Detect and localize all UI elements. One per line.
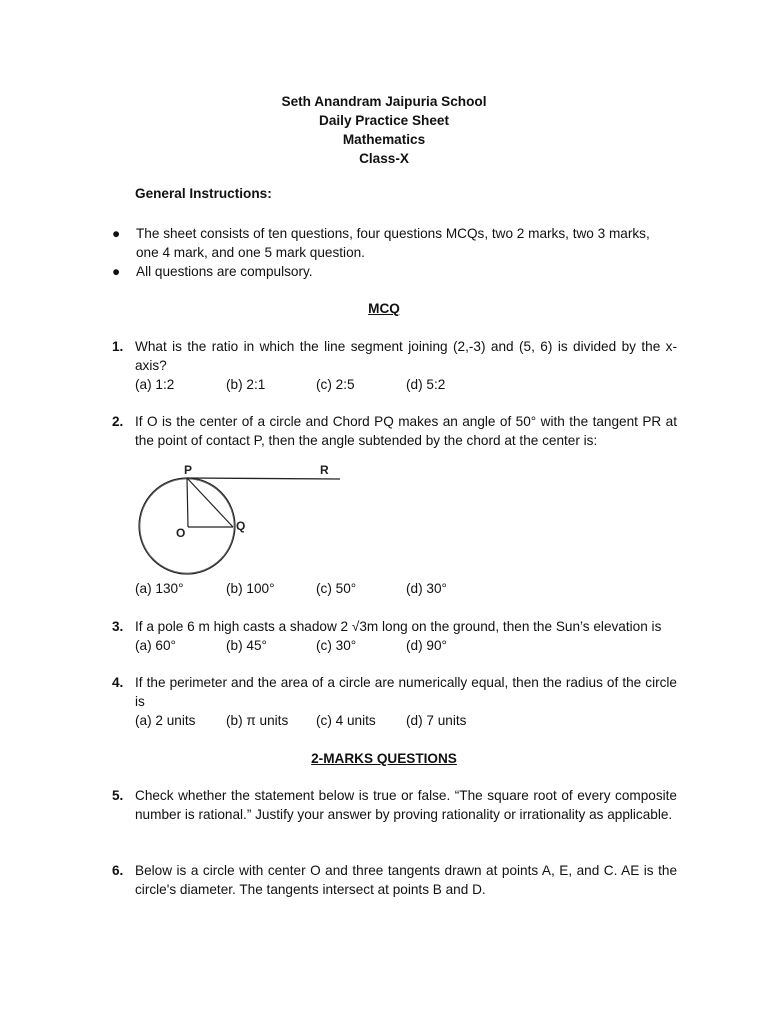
instructions-heading: General Instructions: — [135, 186, 272, 201]
question-number: 3. — [112, 619, 124, 634]
label-o: O — [176, 526, 186, 540]
label-q: Q — [236, 519, 246, 533]
option-b: (b) π units — [226, 713, 289, 728]
question-4 — [112, 673, 677, 730]
instruction-item — [112, 224, 660, 262]
question-number: 1. — [112, 339, 124, 354]
option-b: (b) 100° — [226, 581, 275, 596]
bullet-icon: ● — [112, 264, 121, 279]
option-d: (d) 90° — [406, 638, 447, 653]
option-a: (a) 130° — [135, 581, 184, 596]
option-c: (c) 2:5 — [316, 377, 355, 392]
subject-title: Mathematics — [342, 132, 426, 147]
question-number: 5. — [112, 788, 124, 803]
options-row — [135, 375, 677, 394]
instruction-text: All questions are compulsory. — [136, 264, 313, 279]
options-row — [135, 579, 677, 598]
options-row — [135, 711, 677, 730]
school-name: Seth Anandram Jaipuria School — [281, 94, 487, 109]
option-a: (a) 1:2 — [135, 377, 175, 392]
question-5 — [112, 786, 677, 824]
bullet-icon: ● — [112, 226, 121, 241]
question-number: 4. — [112, 675, 124, 690]
section-heading-2-marks: 2-MARKS QUESTIONS — [311, 751, 457, 766]
radius-op-line — [187, 478, 188, 527]
question-1 — [112, 337, 677, 394]
option-c: (c) 30° — [316, 638, 357, 653]
option-b: (b) 45° — [226, 638, 267, 653]
sheet-title: Daily Practice Sheet — [319, 113, 449, 128]
label-p: P — [184, 463, 193, 477]
question-number: 2. — [112, 414, 124, 429]
option-d: (d) 7 units — [406, 713, 467, 728]
option-c: (c) 4 units — [316, 713, 376, 728]
instruction-item — [112, 262, 660, 281]
question-text: If the perimeter and the area of a circle are numerically equal, then the radius of the circle is — [135, 675, 677, 709]
tangent-pr-line — [187, 478, 340, 479]
question-text: If a pole 6 m high casts a shadow 2 √3m long on the ground, then the Sun’s elevation is — [135, 619, 662, 634]
class-title: Class-X — [359, 151, 409, 166]
question-text: Check whether the statement below is true or false. “The square root of every composite number is rational.” Justify your answer by proving rationality or irrationality as applicable. — [135, 788, 677, 822]
circle-tangent-figure — [132, 456, 352, 581]
option-d: (d) 5:2 — [406, 377, 446, 392]
question-2 — [112, 412, 677, 450]
instruction-text: The sheet consists of ten questions, four questions MCQs, two 2 marks, two 3 marks, one 4 mark, and one 5 mark question. — [136, 226, 650, 260]
option-a: (a) 60° — [135, 638, 176, 653]
circle-diagram — [132, 456, 352, 578]
option-a: (a) 2 units — [135, 713, 196, 728]
label-r: R — [320, 463, 329, 477]
question-text: What is the ratio in which the line segment joining (2,-3) and (5, 6) is divided by the x-axis? — [135, 339, 677, 373]
options-row — [135, 636, 677, 655]
section-heading-mcq: MCQ — [368, 301, 400, 316]
question-2-options — [112, 579, 677, 598]
question-3 — [112, 617, 677, 655]
option-c: (c) 50° — [316, 581, 357, 596]
option-d: (d) 30° — [406, 581, 447, 596]
question-text: Below is a circle with center O and three tangents drawn at points A, E, and C. AE is the circle's diameter. The tangents intersect at points B and D. — [135, 863, 677, 897]
option-b: (b) 2:1 — [226, 377, 266, 392]
question-text: If O is the center of a circle and Chord PQ makes an angle of 50° with the tangent PR at the point of contact P, then the angle subtended by the chord at the center is: — [135, 414, 677, 448]
question-number: 6. — [112, 863, 124, 878]
question-6 — [112, 861, 677, 899]
